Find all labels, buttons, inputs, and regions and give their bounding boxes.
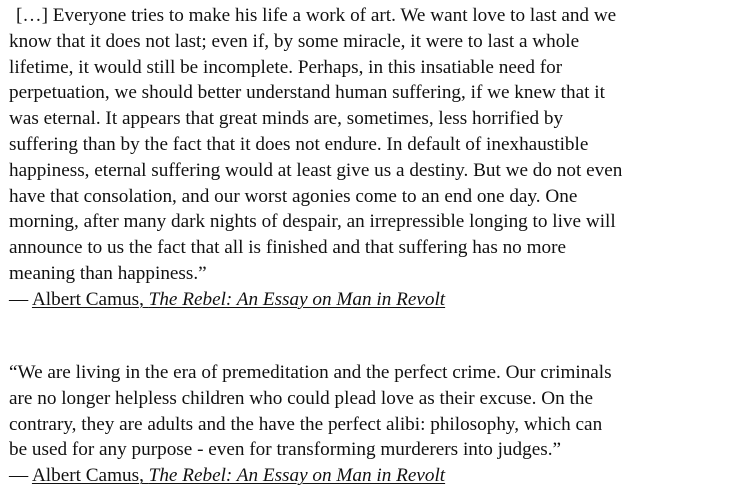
quote-line: have that consolation, and our worst agonies come to an end one day. One [9, 185, 578, 207]
attribution-separator: , [139, 288, 149, 310]
quote-line: contrary, they are adults and the have the perfect alibi: philosophy, which can [9, 413, 603, 435]
book-title-link[interactable]: The Rebel: An Essay on Man in Revolt [148, 465, 446, 487]
quote-line: was eternal. It appears that great minds are, sometimes, less horrified by [9, 108, 564, 130]
quote-block-2 [9, 360, 737, 489]
attribution-separator: , [139, 465, 149, 487]
quote-line: know that it does not last; even if, by some miracle, it were to last a whole [9, 30, 580, 52]
author-link[interactable]: Albert Camus [31, 465, 140, 487]
attribution-dash: — [9, 288, 32, 310]
quote-line: “We are living in the era of premeditation and the perfect crime. Our criminals [9, 362, 612, 383]
attribution-dash: — [9, 465, 32, 487]
quote-block-1 [9, 3, 737, 313]
quote-line: lifetime, it would still be incomplete. Perhaps, in this insatiable need for [9, 56, 563, 78]
quote-attribution [9, 287, 737, 313]
author-link[interactable]: Albert Camus [31, 288, 140, 310]
quote-attribution [9, 463, 737, 489]
quote-line: happiness, eternal suffering would at least give us a destiny. But we do not even [9, 159, 623, 181]
quote-line: morning, after many dark nights of despair, an irrepressible longing to live will [9, 211, 616, 233]
quote-line: perpetuation, we should better understand human suffering, if we knew that it [9, 82, 605, 104]
quote-line: be used for any purpose - even for transforming murderers into judges.” [9, 439, 562, 461]
quote-line: announce to us the fact that all is finished and that suffering has no more [9, 237, 566, 259]
quote-line: are no longer helpless children who could plead love as their excuse. On the [9, 387, 593, 409]
quote-text [9, 360, 737, 463]
quote-line: […] Everyone tries to make his life a work of art. We want love to last and we [16, 5, 617, 26]
quote-text [9, 3, 737, 287]
book-title-link[interactable]: The Rebel: An Essay on Man in Revolt [148, 288, 446, 310]
quote-line: meaning than happiness.” [9, 262, 207, 284]
quote-line: suffering than by the fact that it does not endure. In default of inexhaustible [9, 133, 589, 155]
